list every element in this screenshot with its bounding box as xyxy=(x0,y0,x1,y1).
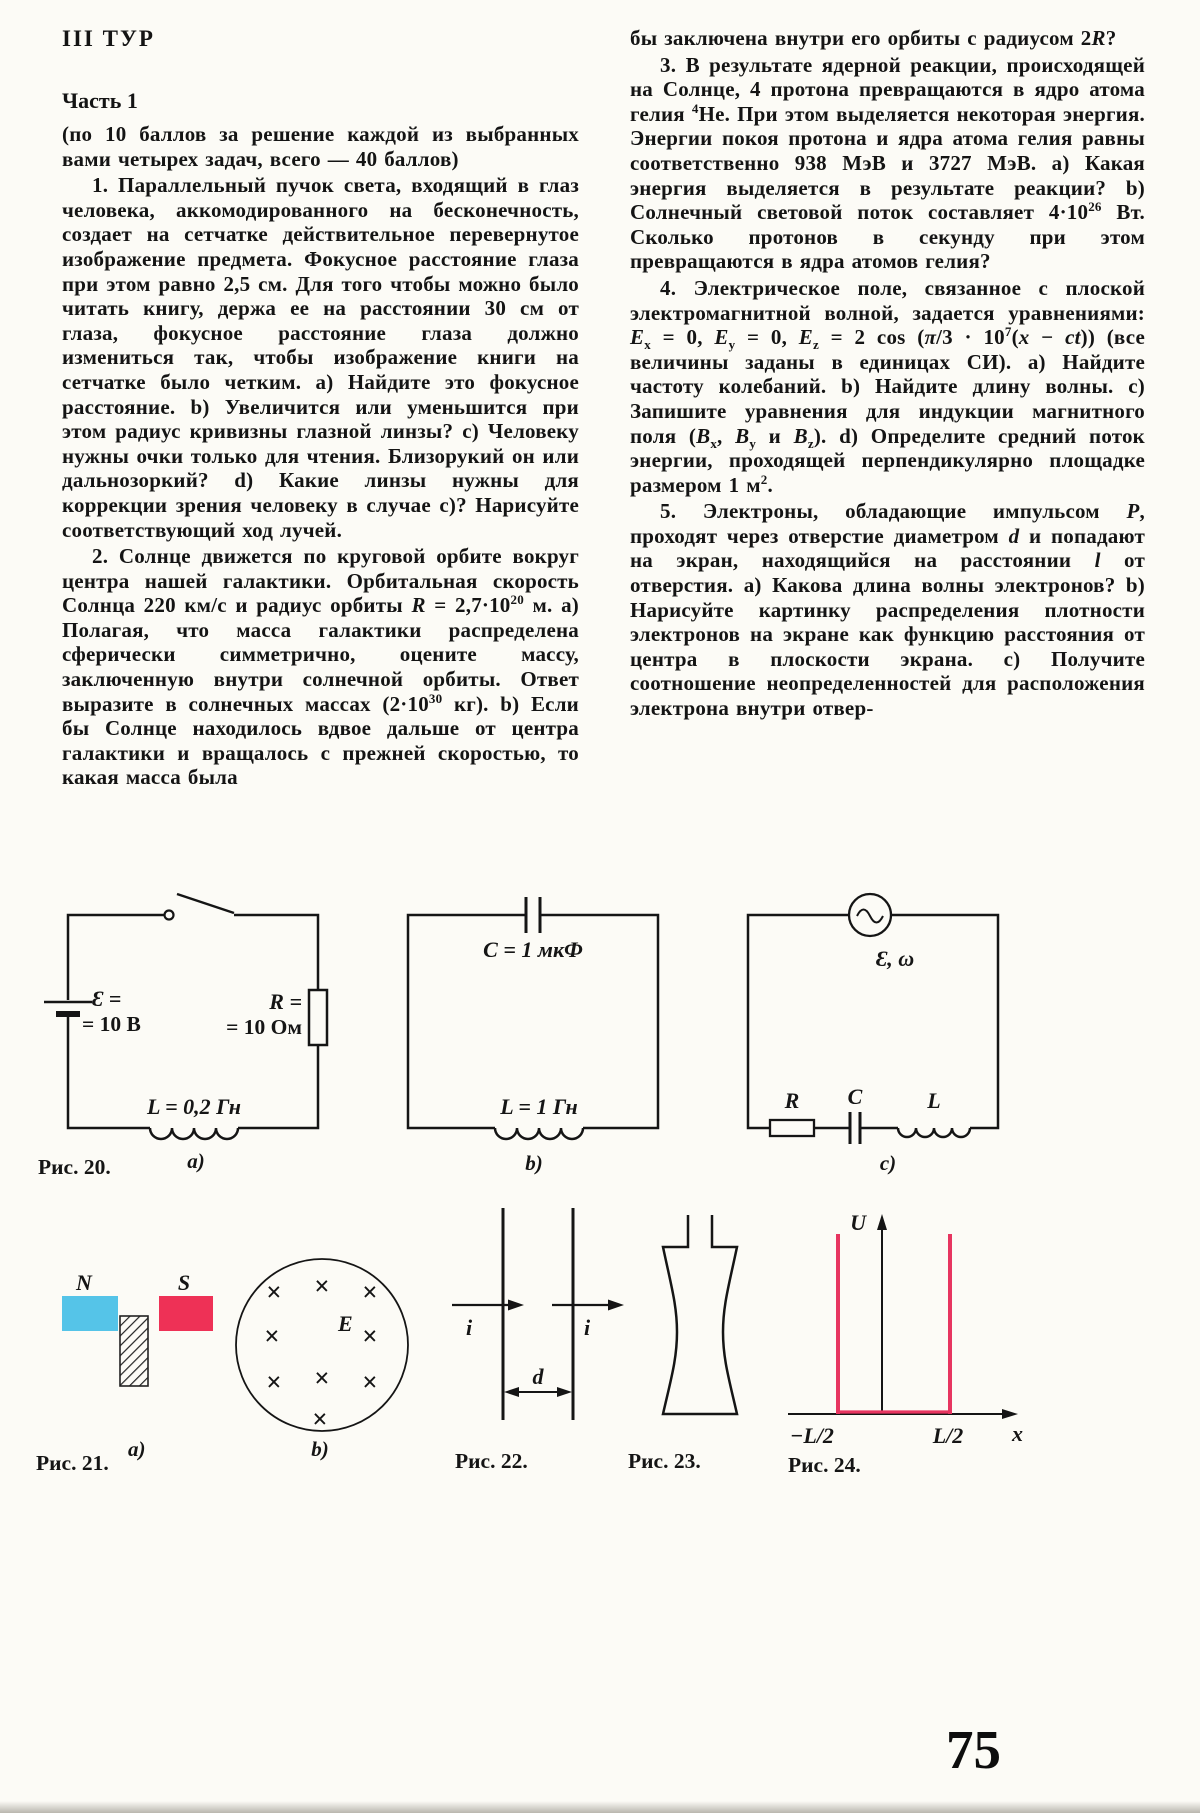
field-cross-icon: × xyxy=(314,1271,330,1301)
part-title: Часть 1 xyxy=(62,88,138,113)
problem-3: 3. В результате ядерной реакции, происходящей на Солнце, 4 протона превращаются в ядро атома гелия $^4$He. При этом выделяется некоторая энергия. Энергии покоя протона и ядра атома гелия равны соответственно 938 МэВ и 3727 МэВ. a) Какая энергия выделяется в результате реакции? b) Солнечный световой поток составляет $4\cdot 10^{26}$ Вт. Сколько протонов в секунду при этом превращаются в ядра атомов гелия? xyxy=(630,52,1145,274)
switch-contact xyxy=(165,911,174,920)
figure-24-caption: Рис. 24. xyxy=(788,1453,861,1477)
field-cross-icon: × xyxy=(362,1367,378,1397)
field-label: E xyxy=(338,1311,353,1336)
north-pole-label: N xyxy=(76,1270,92,1295)
scoring-note: (по 10 баллов за решение каждой из выбранных вами четырех задач, всего — 40 баллов) xyxy=(62,122,579,171)
figure-21-magnets xyxy=(62,1270,213,1461)
figure-23-concave-shape xyxy=(663,1215,737,1414)
figure-22-parallel-currents xyxy=(452,1208,624,1420)
north-magnet xyxy=(62,1296,118,1331)
distance-label: d xyxy=(532,1364,544,1389)
capacitor-label: C = 1 мкФ xyxy=(483,937,583,962)
resistor-symbol xyxy=(770,1120,814,1136)
figure-20c-circuit xyxy=(748,894,998,1175)
ac-source-label: Ɛ, ω xyxy=(876,946,915,971)
problem-5: 5. Электроны, обладающие импульсом P, проходят через отверстие диаметром d и попадают на экран, находящийся на расстоянии l от отверстия. a) Какова длина волны электронов? b) Нарисуйте картинку распределения плотности электронов на экране как функцию расстояния от центра в плоскости экрана. c) Получите соотношение неопределенностей для расположения электрона внутри отвер- xyxy=(630,499,1145,721)
current-arrowhead-left xyxy=(508,1300,524,1311)
current-arrowhead-right xyxy=(608,1300,624,1311)
resistor-label: R = xyxy=(269,989,302,1014)
figure-24-potential-well xyxy=(788,1210,1023,1448)
figure-20-caption: Рис. 20. xyxy=(38,1155,111,1179)
capacitor-label: C xyxy=(847,1084,863,1109)
u-axis-label: U xyxy=(850,1210,866,1235)
field-cross-icon: × xyxy=(362,1277,378,1307)
hatched-bar xyxy=(120,1316,148,1386)
page-bottom-edge xyxy=(0,1801,1200,1813)
figure-23-caption: Рис. 23. xyxy=(628,1449,701,1473)
dimension-arrowhead-left xyxy=(504,1387,519,1397)
inductor-label: L xyxy=(927,1088,941,1113)
inductor-coil xyxy=(150,1128,238,1139)
current-label-left: i xyxy=(466,1315,473,1340)
field-cross-icon: × xyxy=(266,1367,282,1397)
field-cross-icon: × xyxy=(314,1363,330,1393)
inductor-label: L = 0,2 Гн xyxy=(146,1094,242,1119)
problem-4: 4. Электрическое поле, связанное с плоской электромагнитной волной, задается уравнениями: $E_x = 0$, $E_y = 0$, $E_z = 2$ $\cos (\pi/3 \cdot 10^7(x - ct))$ (все величины заданы в единицах СИ). a) Найдите частоту колебаний. b) Найдите длину волны. c) Запишите уравнения для индукции магнитного поля ($B_x$, $B_y$ и $B_z$). d) Определите средний поток энергии, проходящей перпендикулярно площадке размером 1 $м^2$. xyxy=(630,275,1146,497)
u-axis-arrowhead xyxy=(877,1214,887,1230)
emf-label: Ɛ = xyxy=(92,986,122,1011)
emf-value: = 10 В xyxy=(82,1012,141,1036)
dimension-arrowhead-right xyxy=(557,1387,572,1397)
sublabel-b: b) xyxy=(311,1437,329,1461)
field-cross-icon: × xyxy=(312,1404,328,1434)
field-cross-icon: × xyxy=(264,1321,280,1351)
figure-21-field-circle xyxy=(236,1259,408,1461)
problem-2: 2. Солнце движется по круговой орбите вокруг центра нашей галактики. Орбитальная скорость Солнца 220 км/с и радиус орбиты $R = 2,7\cdot 10^{20}$ м. a) Полагая, что масса галактики распределена сферически симметрично, оцените массу, заключенную внутри солнечной орбиты. Ответ выразите в солнечных массах ($2\cdot 10^{30}$ кг). b) Если бы Солнце находилось вдвое дальше от центра галактики и вращалось с прежней скоростью, то какая масса была xyxy=(62,544,580,790)
inductor-label: L = 1 Гн xyxy=(500,1094,578,1119)
switch-blade xyxy=(177,894,234,913)
resistor-label: R xyxy=(784,1088,800,1113)
figure-21-caption: Рис. 21. xyxy=(36,1451,109,1475)
right-bound-label: L/2 xyxy=(932,1423,964,1448)
inductor-coil xyxy=(495,1128,583,1139)
left-bound-label: −L/2 xyxy=(790,1423,834,1448)
figure-20a-circuit xyxy=(44,894,327,1173)
south-magnet xyxy=(159,1296,213,1331)
inductor-coil xyxy=(898,1128,970,1137)
current-label-right: i xyxy=(584,1315,591,1340)
field-cross-icon: × xyxy=(362,1321,378,1351)
resistor-value: = 10 Ом xyxy=(226,1015,302,1039)
sublabel-c: c) xyxy=(879,1151,897,1175)
field-cross-icon: × xyxy=(266,1277,282,1307)
concave-outline xyxy=(663,1215,737,1414)
problem-2-continuation: бы заключена внутри его орбиты с радиусом 2R? xyxy=(630,26,1117,50)
x-axis-label: x xyxy=(1012,1421,1023,1446)
sublabel-b: b) xyxy=(525,1151,543,1175)
figure-22-caption: Рис. 22. xyxy=(455,1449,528,1473)
figure-20b-circuit xyxy=(408,897,658,1175)
page-number: 75 xyxy=(946,1719,1001,1780)
sublabel-a: a) xyxy=(128,1437,146,1461)
problem-1: 1. Параллельный пучок света, входящий в глаз человека, аккомодированного на бесконечность, создает на сетчатке действительное перевернутое изображение предмета. Фокусное расстояние глаза при этом равно 2,5 см. Для того чтобы можно было читать книгу, держа ее на расстоянии 30 см от глаза, фокусное расстояние глаза должно измениться так, чтобы изображение книги на сетчатке было четким. a) Найдите это фокусное расстояние. b) Увеличится или уменьшится при этом радиус кривизны глазной линзы? c) Человеку нужны очки только для чтения. Близорукий он или дальнозоркий? d) Какие линзы нужны для коррекции зрения человеку в случае c)? Нарисуйте соответствующий ход лучей. xyxy=(62,173,579,542)
south-pole-label: S xyxy=(177,1270,191,1295)
sublabel-a: a) xyxy=(187,1149,205,1173)
x-axis-arrowhead xyxy=(1002,1409,1018,1419)
resistor-symbol xyxy=(309,990,327,1045)
tour-header: III ТУР xyxy=(62,26,155,51)
